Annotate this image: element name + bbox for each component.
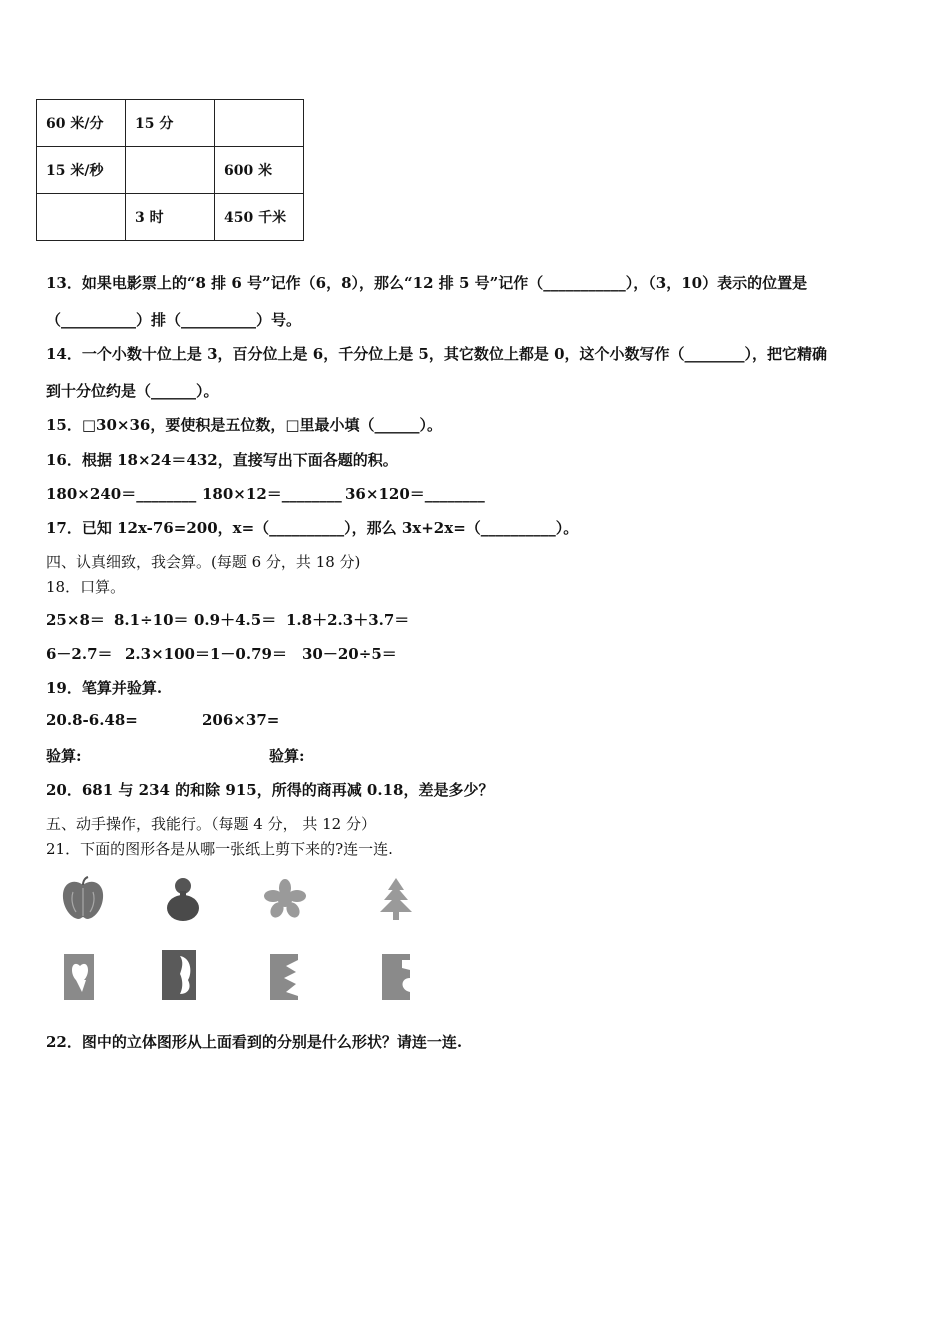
- table-row: [37, 147, 304, 194]
- paper-with-hole-icon[interactable]: [160, 948, 198, 1002]
- question-18-title: 18．口算。: [46, 578, 126, 596]
- question-19-items: [46, 711, 279, 729]
- apple-shape-icon[interactable]: [58, 876, 108, 924]
- question-14-line-2: 到十分位约是（______）。: [46, 382, 219, 400]
- section-5-heading: 五、动手操作，我能行。（每题 4 分， 共 12 分）: [46, 815, 376, 833]
- table-cell: 60 米/分: [37, 100, 126, 147]
- table-cell: 15 米/秒: [37, 147, 126, 194]
- mental-math-item: 25×8＝: [46, 611, 105, 629]
- mental-math-item: 6－2.7＝: [46, 645, 113, 663]
- question-22: 22．图中的立体图形从上面看到的分别是什么形状？请连一连.: [46, 1033, 463, 1051]
- table-cell: 3 时: [126, 194, 215, 241]
- table-cell[interactable]: [126, 147, 215, 194]
- mental-math-item: 1－0.79＝: [210, 645, 287, 663]
- paper-with-hole-icon[interactable]: [62, 952, 96, 1002]
- question-14-line-1: 14．一个小数十位上是 3，百分位上是 6，千分位上是 5，其它数位上都是 0，这个小数写作（________），把它精确: [46, 345, 828, 363]
- question-20: 20．681 与 234 的和除 915，所得的商再减 0.18，差是多少？: [46, 781, 494, 799]
- check-label: 验算:: [46, 747, 82, 765]
- table-row: [37, 100, 304, 147]
- question-16-item: 180×240＝________: [46, 485, 197, 503]
- question-15: 15．□30×36，要使积是五位数，□里最小填（______）。: [46, 416, 443, 434]
- question-18-row-1: [46, 609, 409, 630]
- table-cell[interactable]: [215, 100, 304, 147]
- table-cell: 600 米: [215, 147, 304, 194]
- paper-with-hole-icon[interactable]: [380, 952, 412, 1002]
- question-21: 21．下面的图形各是从哪一张纸上剪下来的?连一连.: [46, 840, 393, 858]
- table-cell: 450 千米: [215, 194, 304, 241]
- question-18-row-2: [46, 643, 397, 664]
- mental-math-item: 8.1÷10＝: [114, 611, 189, 629]
- question-16-item: 180×12＝________: [202, 485, 342, 503]
- written-calc-item: 20.8-6.48=: [46, 711, 138, 729]
- mental-math-item: 30－20÷5＝: [302, 645, 397, 663]
- question-19-check: [46, 745, 305, 766]
- question-17: 17．已知 12x-76=200，x=（__________），那么 3x+2x=（__________）。: [46, 519, 579, 537]
- check-label: 验算:: [269, 747, 305, 765]
- flower-shape-icon[interactable]: [262, 878, 308, 920]
- question-19-title: 19．笔算并验算.: [46, 679, 163, 697]
- gourd-shape-icon[interactable]: [160, 874, 206, 924]
- mental-math-item: 2.3×100＝: [125, 645, 210, 663]
- paper-with-hole-icon[interactable]: [268, 952, 300, 1002]
- table-cell[interactable]: [37, 194, 126, 241]
- written-calc-item: 206×37=: [202, 711, 280, 729]
- question-16-item: 36×120＝________: [345, 485, 485, 503]
- mental-math-item: 0.9＋4.5＝: [194, 611, 277, 629]
- speed-time-distance-table: [36, 99, 304, 241]
- table-row: [37, 194, 304, 241]
- question-13-line-2: （__________）排（__________）号。: [46, 311, 302, 329]
- question-16-items: [46, 483, 485, 504]
- question-16-title: 16．根据 18×24＝432，直接写出下面各题的积。: [46, 451, 398, 469]
- tree-shape-icon[interactable]: [376, 876, 416, 922]
- section-4-heading: 四、认真细致，我会算。(每题 6 分，共 18 分): [46, 553, 361, 571]
- mental-math-item: 1.8＋2.3＋3.7＝: [286, 611, 410, 629]
- question-13-line-1: 13．如果电影票上的“8 排 6 号”记作（6，8），那么“12 排 5 号”记作（___________），（3，10）表示的位置是: [46, 274, 808, 292]
- table-cell: 15 分: [126, 100, 215, 147]
